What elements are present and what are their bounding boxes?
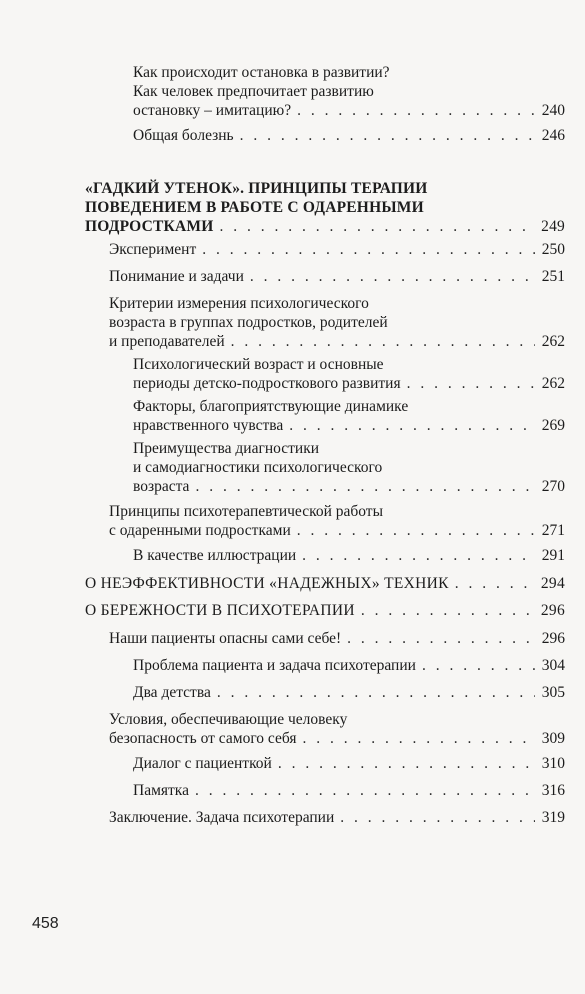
leader-dots [361,601,535,620]
toc-entry [133,126,565,145]
toc-entry-title: возраста [133,478,190,495]
toc-page-number: 305 [541,684,565,701]
toc-entry-title: Наши пациенты опасны сами себе! [109,630,342,647]
toc-page-number: 240 [541,102,565,119]
leader-dots [217,683,535,702]
toc-entry-line: Как происходит остановка в развитии? [133,64,390,81]
leader-dots [347,629,535,648]
toc-page-number: 304 [541,657,565,674]
leader-dots [455,574,535,593]
toc-page-number: 250 [541,241,565,258]
toc-entry-line: Факторы, благоприятствующие динамике [133,398,409,415]
toc-page-number: 262 [541,375,565,392]
leader-dots [297,521,535,540]
toc-entry-line: и самодиагностики психологического [133,459,383,476]
toc-entry [109,267,565,286]
toc-entry [109,294,565,351]
toc-page-number: 249 [541,218,565,235]
toc-page-number: 262 [541,333,565,350]
leader-dots [278,754,535,773]
toc-page-number: 246 [541,127,565,144]
leader-dots [219,217,535,236]
toc-entry [133,397,565,435]
leader-dots [231,332,535,351]
leader-dots [289,416,535,435]
toc-entry-line: Условия, обеспечивающие человеку [109,711,348,728]
toc-page-number: 310 [541,755,565,772]
toc-entry-title: О НЕЭФФЕКТИВНОСТИ «НАДЕЖНЫХ» ТЕХНИК [85,575,449,592]
toc-entry-line: Принципы психотерапевтической работы [109,503,383,520]
toc-page-number: 309 [541,730,565,747]
leader-dots [302,546,535,565]
leader-dots [422,656,535,675]
toc-entry-title: остановку – имитацию? [133,102,292,119]
toc-entry [109,710,565,748]
toc-entry-title: Эксперимент [109,241,197,258]
toc-entry-line: Как человек предпочитает развитию [133,83,374,100]
toc-entry-title: Памятка [133,782,189,799]
toc-entry-line: Преимущества диагностики [133,440,320,457]
toc-entry-title: Проблема пациента и задача психотерапии [133,657,416,674]
toc-entry [109,629,565,648]
toc-entry-title: нравственного чувства [133,417,284,434]
leader-dots [240,126,535,145]
toc-entry-line: «ГАДКИЙ УТЕНОК». ПРИНЦИПЫ ТЕРАПИИ [85,180,428,197]
toc-entry [109,502,565,540]
toc-entry-title: Заключение. Задача психотерапии [109,809,335,826]
toc-entry-title: Два детства [133,684,211,701]
toc-entry [133,546,565,565]
toc-section-heading [85,179,565,236]
toc-page-number: 291 [541,547,565,564]
toc-page-number: 270 [541,478,565,495]
toc-page-number: 271 [541,522,565,539]
toc-entry [133,683,565,702]
toc-page-number: 296 [541,630,565,647]
toc-page-number: 269 [541,417,565,434]
toc-entry-line: ПОВЕДЕНИЕМ В РАБОТЕ С ОДАРЕННЫМИ [85,199,424,216]
toc-entry-title: периоды детско-подросткового развития [133,375,401,392]
page-number: 458 [32,915,59,932]
toc-entry [133,781,565,800]
leader-dots [407,374,535,393]
toc-entry-line: Критерии измерения психологического [109,295,369,312]
toc-entry-line: Психологический возраст и основные [133,356,384,373]
toc-page-number: 296 [540,602,565,619]
toc-chapter [85,574,565,593]
leader-dots [195,477,535,496]
toc-entry-title: ПОДРОСТКАМИ [85,218,214,235]
toc-entry-title: и преподавателей [109,333,225,350]
leader-dots [340,808,535,827]
toc-chapter [85,601,565,620]
toc-entry [133,355,565,393]
toc-entry-title: безопасность от самого себя [109,730,297,747]
leader-dots [250,267,535,286]
toc-entry-title: В качестве иллюстрации [133,547,297,564]
toc-entry [133,656,565,675]
toc-entry [133,754,565,773]
toc-page-number: 316 [541,782,565,799]
toc-entry-title: Общая болезнь [133,127,234,144]
leader-dots [297,101,535,120]
toc-entry-title: О БЕРЕЖНОСТИ В ПСИХОТЕРАПИИ [85,602,355,619]
toc-entry [109,240,565,259]
toc-page-number: 294 [540,575,565,592]
toc-entry [133,439,565,496]
toc-page-number: 319 [541,809,565,826]
toc-page-number: 251 [541,268,565,285]
leader-dots [202,240,535,259]
toc-entry [133,63,565,120]
toc-entry-title: с одаренными подростками [109,522,291,539]
toc-entry-title: Диалог с пациенткой [133,755,272,772]
toc-entry [109,808,565,827]
leader-dots [195,781,535,800]
toc-entry-title: Понимание и задачи [109,268,244,285]
leader-dots [303,729,536,748]
toc-entry-line: возраста в группах подростков, родителей [109,314,388,331]
